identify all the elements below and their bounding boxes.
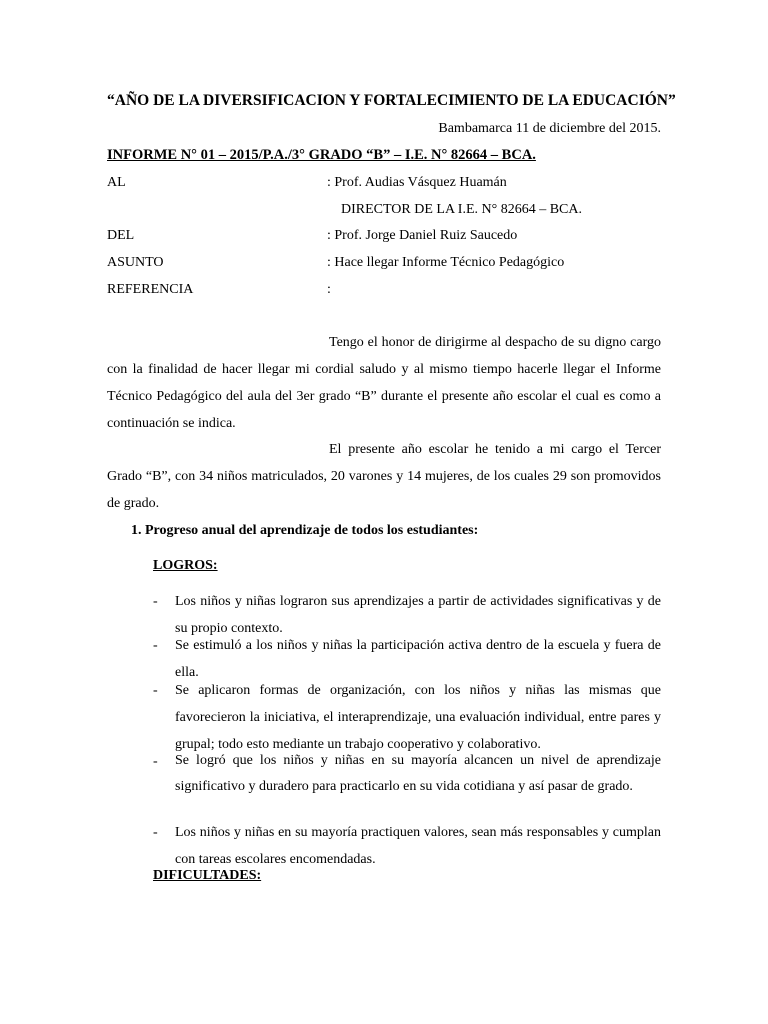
logro-item: Se logró que los niños y niñas en su mayoría alcancen un nivel de aprendizaje significativo y duradero para practicarlo en su vida cotidiana y así pasar de grado. [175, 753, 661, 794]
field-value-referencia: : [327, 282, 331, 297]
bullet-marker: - [153, 638, 158, 653]
field-label-del: DEL [107, 228, 135, 243]
document-date: Bambamarca 11 de diciembre del 2015. [438, 121, 661, 136]
field-value-asunto: : Hace llegar Informe Técnico Pedagógico [327, 255, 565, 270]
field-label-al: AL [107, 175, 126, 190]
logro-item: Se estimuló a los niños y niñas la participación activa dentro de la escuela y fuera de ella. [175, 638, 661, 680]
informe-number: INFORME N° 01 – 2015/P.A./3° GRADO “B” – I.E. N° 82664 – BCA. [107, 147, 536, 163]
field-value-al: : Prof. Audias Vásquez Huamán [327, 175, 507, 190]
field-value-director: DIRECTOR DE LA I.E. N° 82664 – BCA. [341, 202, 583, 217]
bullet-marker: - [153, 754, 158, 769]
bullet-marker: - [153, 825, 158, 840]
bullet-marker: - [153, 683, 158, 698]
field-value-del: : Prof. Jorge Daniel Ruiz Saucedo [327, 228, 518, 243]
logro-item: Los niños y niñas lograron sus aprendizajes a partir de actividades significativas y de su propio contexto. [175, 594, 661, 636]
document-title: “AÑO DE LA DIVERSIFICACION Y FORTALECIMIENTO DE LA EDUCACIÓN” [107, 92, 676, 109]
field-label-referencia: REFERENCIA [107, 282, 194, 297]
logro-item: Los niños y niñas en su mayoría practiquen valores, sean más responsables y cumplan con tareas escolares encomendadas. [175, 825, 661, 867]
logros-heading: LOGROS: [153, 558, 218, 573]
field-label-asunto: ASUNTO [107, 255, 164, 270]
dificultades-heading: DIFICULTADES: [153, 868, 262, 883]
section-heading-progreso: 1. Progreso anual del aprendizaje de todos los estudiantes: [131, 523, 479, 538]
paragraph-intro: Tengo el honor de dirigirme al despacho de su digno cargo con la finalidad de hacer llegar mi cordial saludo y al mismo tiempo hacerle llegar el Informe Técnico Pedagógico del aula del 3er grado “B” durante el presente año escolar el cual es como a continuación se indica. [107, 335, 661, 431]
bullet-marker: - [153, 594, 158, 609]
logro-item: Se aplicaron formas de organización, con los niños y niñas las mismas que favorecieron la iniciativa, el interaprendizaje, una evaluación individual, entre pares y grupal; todo esto mediante un trabajo cooperativo y colaborativo. [175, 683, 661, 752]
paragraph-grade-info: El presente año escolar he tenido a mi cargo el Tercer Grado “B”, con 34 niños matriculados, 20 varones y 14 mujeres, de los cuales 29 son promovidos de grado. [107, 442, 661, 511]
